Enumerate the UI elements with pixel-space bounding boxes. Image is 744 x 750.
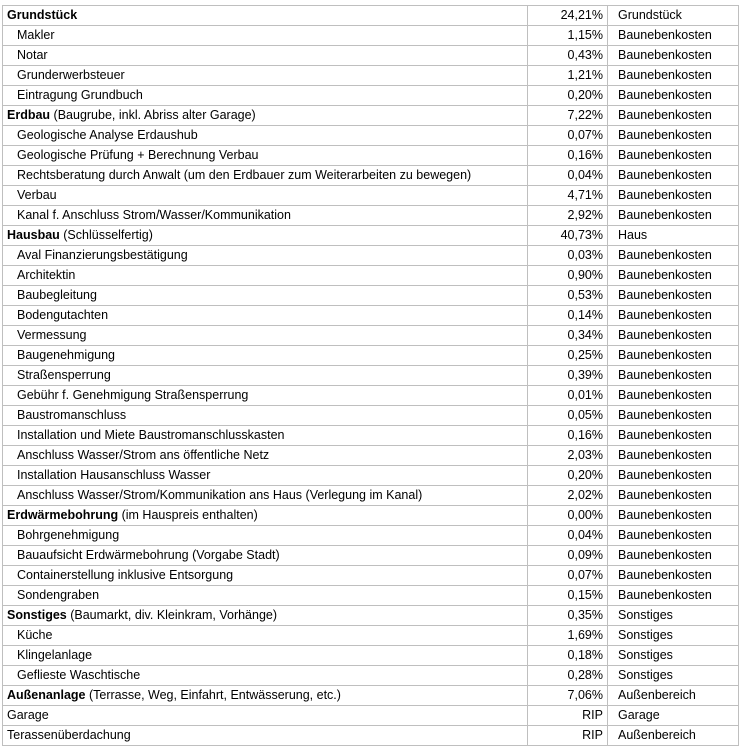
item-label: Kanal f. Anschluss Strom/Wasser/Kommunikation (17, 208, 291, 222)
item-percentage-cell[interactable]: 1,15% (528, 26, 608, 46)
item-name-cell[interactable] (3, 486, 528, 506)
item-category-cell[interactable]: Baunebenkosten (608, 166, 739, 186)
item-category-cell[interactable]: Sonstiges (608, 626, 739, 646)
item-name-cell[interactable] (3, 286, 528, 306)
item-label: Anschluss Wasser/Strom ans öffentliche Netz (17, 448, 270, 462)
table-row (3, 206, 739, 226)
item-category-cell[interactable]: Sonstiges (608, 666, 739, 686)
item-name-cell[interactable] (3, 106, 528, 126)
table-row (3, 26, 739, 46)
item-name-cell[interactable] (3, 686, 528, 706)
item-category-cell[interactable]: Baunebenkosten (608, 266, 739, 286)
item-name-cell[interactable] (3, 206, 528, 226)
item-name-cell[interactable] (3, 506, 528, 526)
item-label: (Baumarkt, div. Kleinkram, Vorhänge) (66, 608, 278, 622)
item-percentage-cell[interactable]: 0,25% (528, 346, 608, 366)
item-name-cell[interactable] (3, 46, 528, 66)
item-group-label: Erdwärmebohrung (7, 508, 119, 522)
item-label: Baustromanschluss (17, 408, 127, 422)
item-percentage-cell[interactable]: 1,69% (528, 626, 608, 646)
item-percentage-cell[interactable]: 0,00% (528, 506, 608, 526)
table-row (3, 106, 739, 126)
item-label: Installation Hausanschluss Wasser (17, 468, 211, 482)
item-name-cell[interactable] (3, 246, 528, 266)
item-label: Baugenehmigung (17, 348, 115, 362)
item-category-cell[interactable]: Baunebenkosten (608, 346, 739, 366)
table-row (3, 126, 739, 146)
item-percentage-cell[interactable]: 0,16% (528, 146, 608, 166)
table-row (3, 406, 739, 426)
item-category-cell[interactable]: Baunebenkosten (608, 406, 739, 426)
item-category-cell[interactable]: Außenbereich (608, 726, 739, 746)
table-row (3, 186, 739, 206)
item-group-label: Grundstück (7, 8, 78, 22)
table-row (3, 466, 739, 486)
item-percentage-cell[interactable]: RIP (528, 706, 608, 726)
item-name-cell[interactable] (3, 226, 528, 246)
table-row (3, 46, 739, 66)
item-category-cell[interactable]: Baunebenkosten (608, 586, 739, 606)
item-name-cell[interactable] (3, 146, 528, 166)
item-percentage-cell[interactable]: 7,22% (528, 106, 608, 126)
item-category-cell[interactable]: Baunebenkosten (608, 146, 739, 166)
item-name-cell[interactable] (3, 6, 528, 26)
table-row (3, 226, 739, 246)
table-row (3, 666, 739, 686)
item-name-cell[interactable] (3, 126, 528, 146)
item-label: Terassenüberdachung (7, 728, 131, 742)
item-category-cell[interactable]: Baunebenkosten (608, 466, 739, 486)
item-label: (Baugrube, inkl. Abriss alter Garage) (50, 108, 256, 122)
item-percentage-cell[interactable]: 2,92% (528, 206, 608, 226)
item-category-cell[interactable]: Grundstück (608, 6, 739, 26)
table-row (3, 166, 739, 186)
item-category-cell[interactable]: Baunebenkosten (608, 106, 739, 126)
item-category-cell[interactable]: Baunebenkosten (608, 26, 739, 46)
item-percentage-cell[interactable]: 0,53% (528, 286, 608, 306)
item-name-cell[interactable] (3, 586, 528, 606)
item-percentage-cell[interactable]: 2,02% (528, 486, 608, 506)
table-row (3, 426, 739, 446)
item-group-label: Außenanlage (7, 688, 86, 702)
item-label: Eintragung Grundbuch (17, 88, 143, 102)
item-percentage-cell[interactable]: 0,18% (528, 646, 608, 666)
item-percentage-cell[interactable]: 0,05% (528, 406, 608, 426)
table-row (3, 386, 739, 406)
item-label: Anschluss Wasser/Strom/Kommunikation ans Haus (Verlegung im Kanal) (17, 488, 423, 502)
item-percentage-cell[interactable]: 0,07% (528, 566, 608, 586)
item-label: Rechtsberatung durch Anwalt (um den Erdbauer zum Weiterarbeiten zu bewegen) (17, 168, 472, 182)
item-category-cell[interactable]: Baunebenkosten (608, 506, 739, 526)
table-row (3, 306, 739, 326)
item-name-cell[interactable] (3, 406, 528, 426)
item-label: (Terrasse, Weg, Einfahrt, Entwässerung, etc.) (85, 688, 341, 702)
item-name-cell[interactable] (3, 446, 528, 466)
item-label: Geologische Prüfung + Berechnung Verbau (17, 148, 259, 162)
item-category-cell[interactable]: Baunebenkosten (608, 186, 739, 206)
item-name-cell[interactable] (3, 606, 528, 626)
item-percentage-cell[interactable]: 0,90% (528, 266, 608, 286)
item-group-label: Erdbau (7, 108, 51, 122)
item-category-cell[interactable]: Sonstiges (608, 606, 739, 626)
item-percentage-cell[interactable]: 0,04% (528, 166, 608, 186)
item-label: Geologische Analyse Erdaushub (17, 128, 198, 142)
item-category-cell[interactable]: Garage (608, 706, 739, 726)
item-percentage-cell[interactable]: 24,21% (528, 6, 608, 26)
item-group-label: Sonstiges (7, 608, 67, 622)
item-category-cell[interactable]: Baunebenkosten (608, 286, 739, 306)
item-percentage-cell[interactable]: 4,71% (528, 186, 608, 206)
table-row (3, 346, 739, 366)
item-name-cell[interactable] (3, 346, 528, 366)
item-label: Containerstellung inklusive Entsorgung (17, 568, 234, 582)
item-label: Vermessung (17, 328, 87, 342)
item-label: Straßensperrung (17, 368, 111, 382)
item-percentage-cell[interactable]: 0,20% (528, 86, 608, 106)
table-row (3, 366, 739, 386)
table-row (3, 646, 739, 666)
item-name-cell[interactable] (3, 726, 528, 746)
item-category-cell[interactable]: Baunebenkosten (608, 486, 739, 506)
item-label: Installation und Miete Baustromanschlusskasten (17, 428, 285, 442)
item-category-cell[interactable]: Außenbereich (608, 686, 739, 706)
table-row (3, 546, 739, 566)
item-category-cell[interactable]: Haus (608, 226, 739, 246)
table-row (3, 486, 739, 506)
item-label: (Schlüsselfertig) (59, 228, 153, 242)
item-category-cell[interactable]: Baunebenkosten (608, 326, 739, 346)
table-row (3, 566, 739, 586)
item-label: Notar (17, 48, 48, 62)
item-category-cell[interactable]: Baunebenkosten (608, 566, 739, 586)
item-name-cell[interactable] (3, 166, 528, 186)
item-category-cell[interactable]: Baunebenkosten (608, 306, 739, 326)
item-category-cell[interactable]: Baunebenkosten (608, 546, 739, 566)
table-row (3, 506, 739, 526)
item-percentage-cell[interactable]: 0,39% (528, 366, 608, 386)
item-name-cell[interactable] (3, 26, 528, 46)
item-label: Geflieste Waschtische (17, 668, 141, 682)
item-label: Aval Finanzierungsbestätigung (17, 248, 188, 262)
table-row (3, 146, 739, 166)
item-percentage-cell[interactable]: 0,35% (528, 606, 608, 626)
item-name-cell[interactable] (3, 386, 528, 406)
item-percentage-cell[interactable]: 0,03% (528, 246, 608, 266)
item-name-cell[interactable] (3, 646, 528, 666)
item-label: Bohrgenehmigung (17, 528, 120, 542)
table-row (3, 66, 739, 86)
item-name-cell[interactable] (3, 466, 528, 486)
table-row (3, 606, 739, 626)
item-name-cell[interactable] (3, 86, 528, 106)
item-category-cell[interactable]: Baunebenkosten (608, 46, 739, 66)
item-percentage-cell[interactable]: 1,21% (528, 66, 608, 86)
item-label: Klingelanlage (17, 648, 93, 662)
item-percentage-cell[interactable]: RIP (528, 726, 608, 746)
item-label: Baubegleitung (17, 288, 97, 302)
item-percentage-cell[interactable]: 0,04% (528, 526, 608, 546)
item-category-cell[interactable]: Baunebenkosten (608, 526, 739, 546)
item-label: Garage (7, 708, 49, 722)
item-name-cell[interactable] (3, 326, 528, 346)
item-name-cell[interactable] (3, 426, 528, 446)
item-percentage-cell[interactable]: 40,73% (528, 226, 608, 246)
table-row (3, 86, 739, 106)
table-row (3, 706, 739, 726)
table-row (3, 266, 739, 286)
item-label: Verbau (17, 188, 57, 202)
item-percentage-cell[interactable]: 0,14% (528, 306, 608, 326)
item-name-cell[interactable] (3, 186, 528, 206)
item-label: Makler (17, 28, 55, 42)
item-category-cell[interactable]: Baunebenkosten (608, 386, 739, 406)
table-row (3, 686, 739, 706)
item-percentage-cell[interactable]: 0,16% (528, 426, 608, 446)
item-label: Sondengraben (17, 588, 100, 602)
item-category-cell[interactable]: Baunebenkosten (608, 446, 739, 466)
item-percentage-cell[interactable]: 2,03% (528, 446, 608, 466)
table-row (3, 586, 739, 606)
item-category-cell[interactable]: Baunebenkosten (608, 66, 739, 86)
item-percentage-cell[interactable]: 0,09% (528, 546, 608, 566)
item-name-cell[interactable] (3, 626, 528, 646)
table-row (3, 326, 739, 346)
item-percentage-cell[interactable]: 0,20% (528, 466, 608, 486)
item-group-label: Hausbau (7, 228, 60, 242)
item-name-cell[interactable] (3, 566, 528, 586)
item-percentage-cell[interactable]: 0,15% (528, 586, 608, 606)
item-name-cell[interactable] (3, 366, 528, 386)
item-category-cell[interactable]: Baunebenkosten (608, 366, 739, 386)
item-percentage-cell[interactable]: 0,07% (528, 126, 608, 146)
item-category-cell[interactable]: Baunebenkosten (608, 206, 739, 226)
item-label: Bauaufsicht Erdwärmebohrung (Vorgabe Stadt) (17, 548, 280, 562)
item-name-cell[interactable] (3, 66, 528, 86)
item-category-cell[interactable]: Sonstiges (608, 646, 739, 666)
table-row (3, 726, 739, 746)
item-label: Gebühr f. Genehmigung Straßensperrung (17, 388, 249, 402)
item-name-cell[interactable] (3, 266, 528, 286)
item-label: Küche (17, 628, 53, 642)
item-percentage-cell[interactable]: 0,43% (528, 46, 608, 66)
table-row (3, 286, 739, 306)
item-percentage-cell[interactable]: 0,01% (528, 386, 608, 406)
item-name-cell[interactable] (3, 546, 528, 566)
cost-table (2, 5, 739, 746)
item-category-cell[interactable]: Baunebenkosten (608, 426, 739, 446)
table-row (3, 626, 739, 646)
item-category-cell[interactable]: Baunebenkosten (608, 86, 739, 106)
item-label: Grunderwerbsteuer (17, 68, 125, 82)
item-percentage-cell[interactable]: 7,06% (528, 686, 608, 706)
item-label: (im Hauspreis enthalten) (118, 508, 258, 522)
item-name-cell[interactable] (3, 526, 528, 546)
item-category-cell[interactable]: Baunebenkosten (608, 246, 739, 266)
item-percentage-cell[interactable]: 0,28% (528, 666, 608, 686)
item-percentage-cell[interactable]: 0,34% (528, 326, 608, 346)
table-row (3, 246, 739, 266)
item-label: Architektin (17, 268, 76, 282)
item-name-cell[interactable] (3, 706, 528, 726)
item-category-cell[interactable]: Baunebenkosten (608, 126, 739, 146)
item-label: Bodengutachten (17, 308, 109, 322)
table-row (3, 6, 739, 26)
item-name-cell[interactable] (3, 306, 528, 326)
table-row (3, 446, 739, 466)
item-name-cell[interactable] (3, 666, 528, 686)
table-row (3, 526, 739, 546)
cost-table-body (3, 6, 739, 746)
